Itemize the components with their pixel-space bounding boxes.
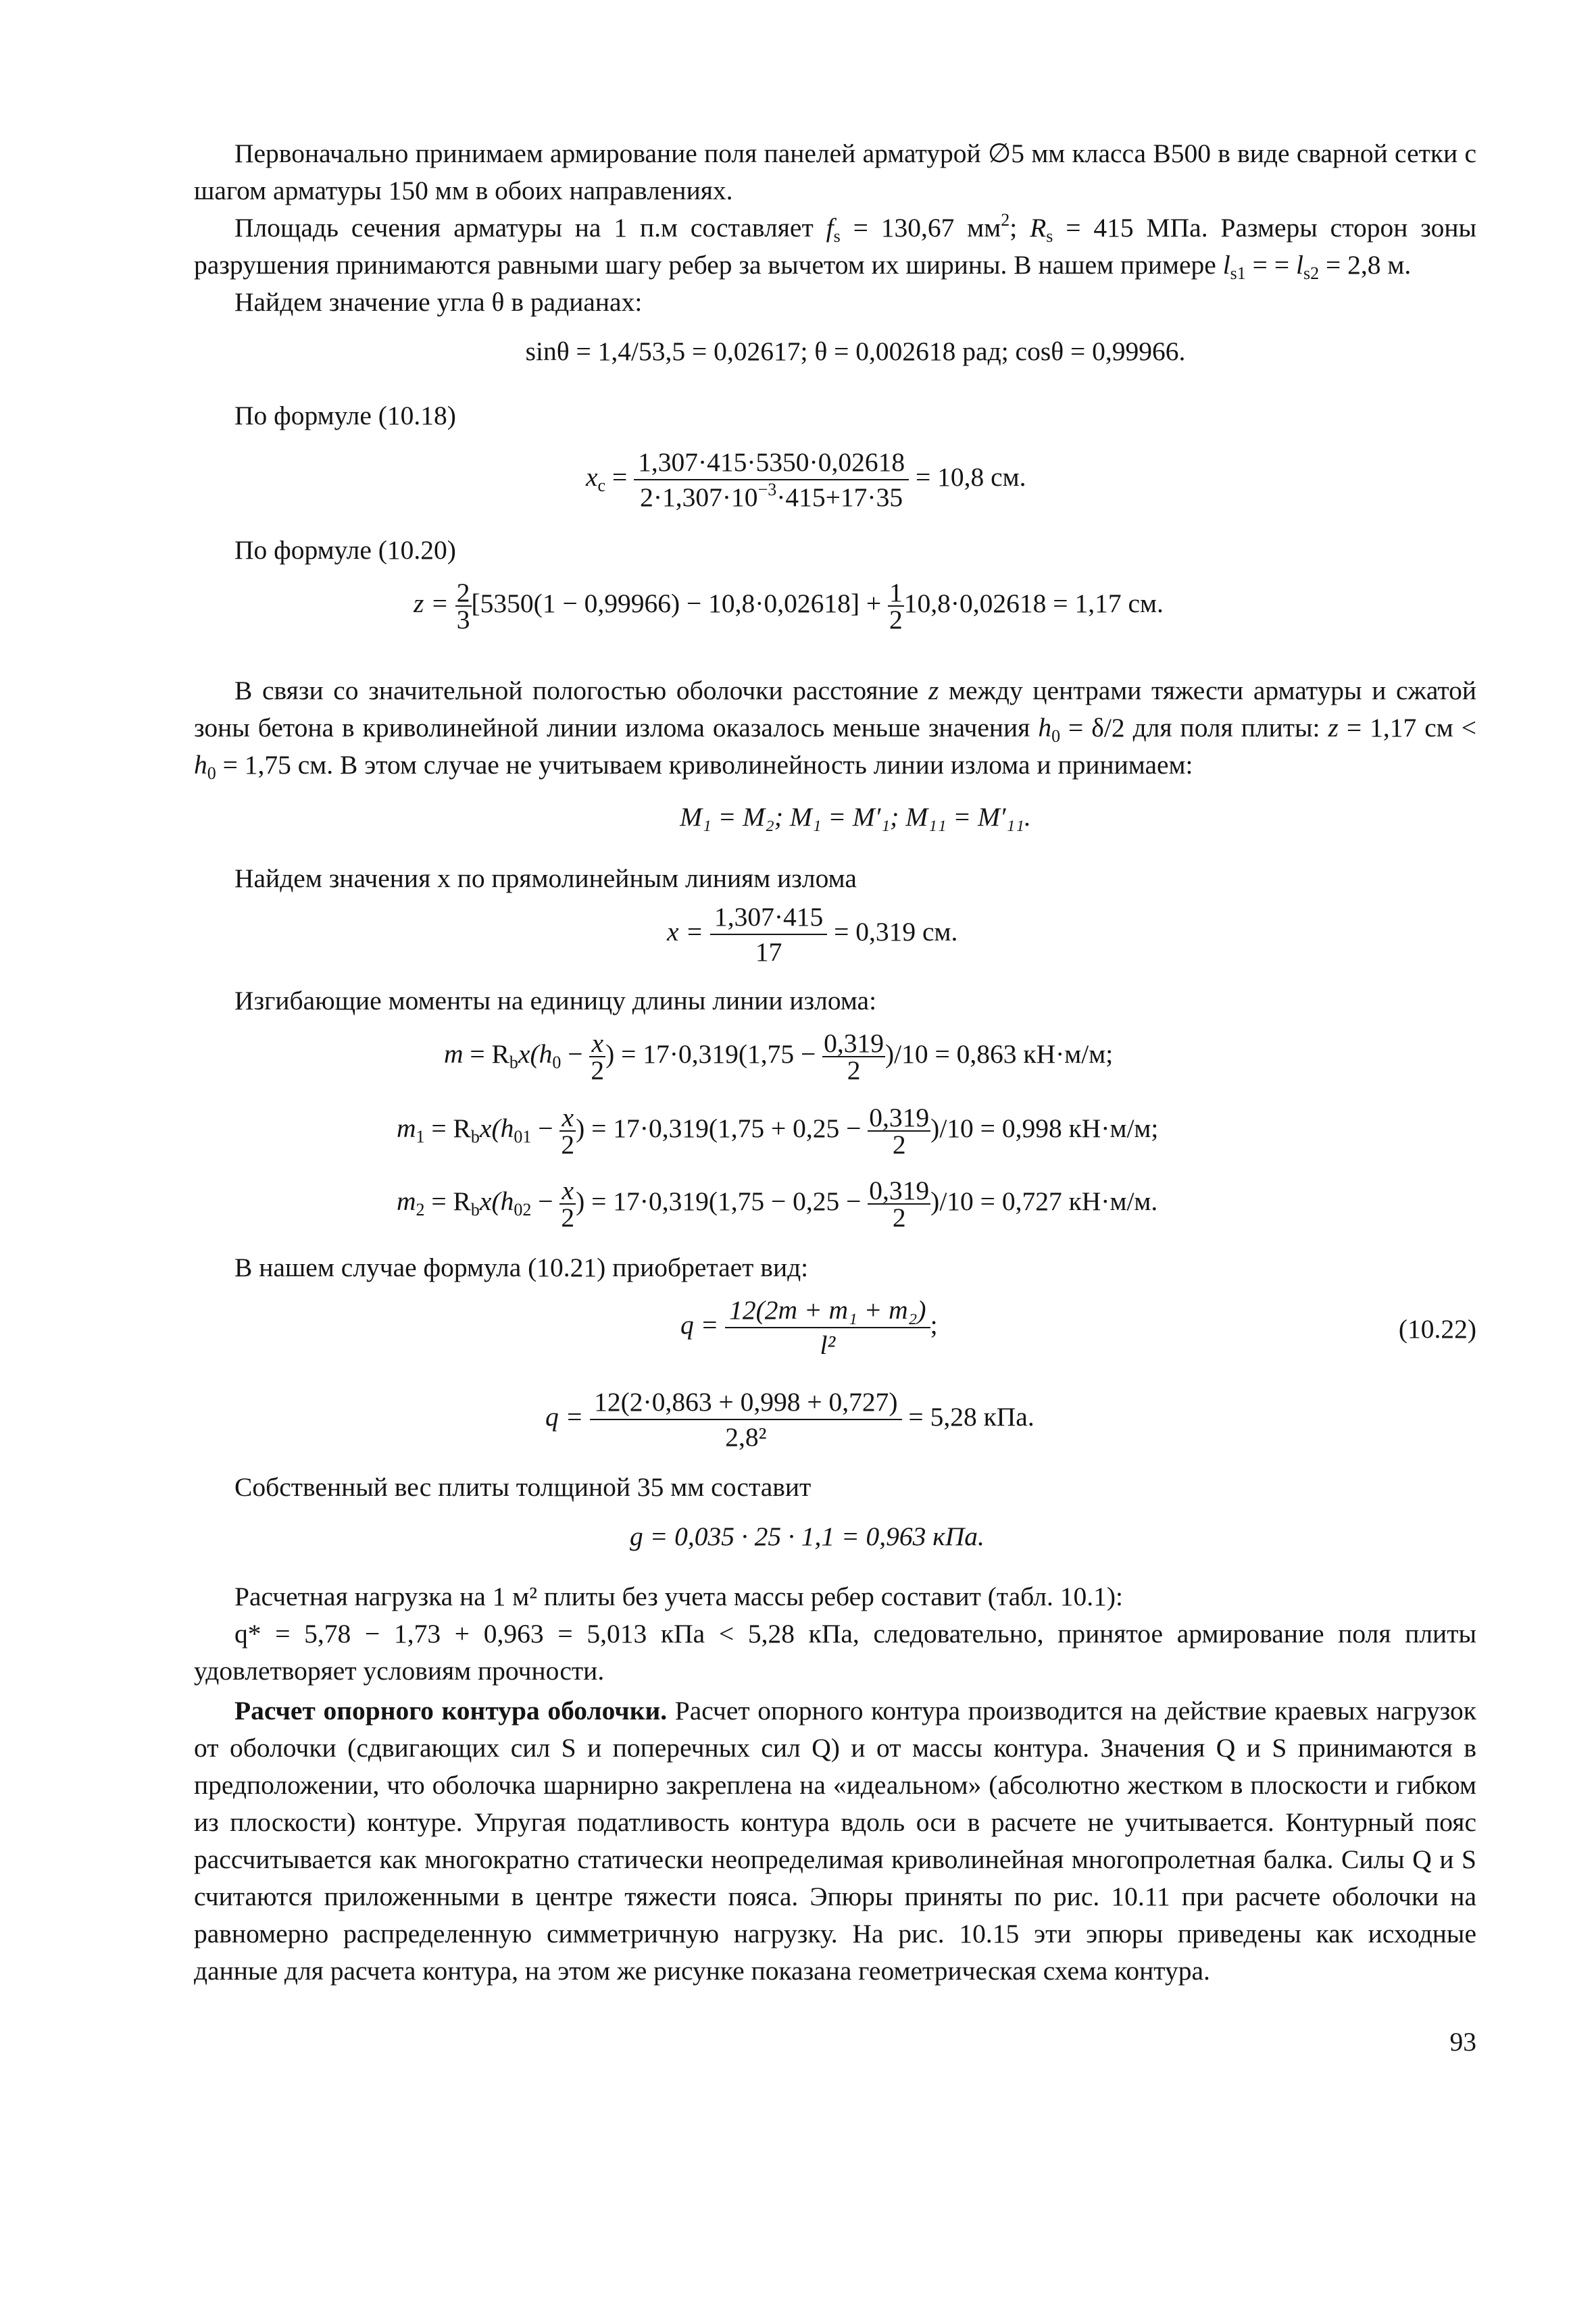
paragraph-find-x: Найдем значения x по прямолинейным линиям излома <box>234 863 857 893</box>
formula-ref-1020: По формуле (10.20) <box>234 535 456 565</box>
equation-q-value: q = $\frac{12(2\cdot 0,863 + 0,998 + 0,727)}{\text{2,8²}}$ = 5,28 кПа. <box>194 1381 1476 1467</box>
paragraph-section-area: Площадь сечения арматуры на 1 п.м составляет $f_s = 130,67$ $мм^2$; $R_s = 415$ МПа. Размеры сторон зоны разрушения принимаются равными шагу ребер за вычетом их ширины. В нашем примере $l_{s1}$ = = $l_{s2} = 2,8$ м. <box>194 210 1477 283</box>
document-page <box>194 135 1476 2061</box>
paragraph-formula-1021: В нашем случае формула (10.21) приобретает вид: <box>234 1253 809 1282</box>
page-number: 93 <box>1449 2027 1476 2057</box>
paragraph-q-star: q* = 5,78 − 1,73 + 0,963 = 5,013 кПа < 5,28 кПа, следовательно, принятое армирование поля плиты удовлетворяет условиям прочности. <box>194 1619 1476 1686</box>
equation-x: x = $\frac{1,307\cdot 415}{17}$ = 0,319 см. <box>194 897 1476 978</box>
paragraph-reinforcement: Первоначально принимаем армирование поля панелей арматурой ∅5 мм класса В500 в виде сварной сетки с шагом арматуры 150 мм в обоих направлениях. <box>194 139 1476 205</box>
section-heading: Расчет опорного контура оболочки. <box>234 1696 668 1726</box>
formula-ref-1018: По формуле (10.18) <box>234 401 456 430</box>
equation-sin: sinθ = 1,4/53,5 = 0,02617; θ = 0,002618 рад; cosθ = 0,99966. <box>525 336 1186 366</box>
paragraph-support-contour: Расчет опорного контура оболочки. Расчет опорного контура производится на действие краевых нагрузок от оболочки (сдвигающих сил S и поперечных сил Q) и от массы контура. Значения Q и S принимаются в предположении, что оболочка шарнирно закреплена на «идеальном» (абсолютно жестком в плоскости и гибком из плоскости) контуре. Упругая податливость контура вдоль оси в расчете не учитывается. Контурный пояс рассчитывается как многократно статически неопределимая криволинейная многопролетная балка. Силы Q и S считаются приложенными в центре тяжести пояса. Эпюры приняты по рис. 10.11 при расчете оболочки на равномерно распределенную симметричную нагрузку. На рис. 10.15 эти эпюры приведены как исходные данные для расчета контура, на этом же рисунке показана геометрическая схема контура. <box>194 1696 1476 1986</box>
paragraph-angle: Найдем значение угла θ в радианах: <box>234 287 643 317</box>
equation-g: g = 0,035 · 25 · 1,1 = 0,963 кПа. <box>630 1521 984 1551</box>
paragraph-self-weight: Собственный вес плиты толщиной 35 мм составит <box>234 1472 812 1502</box>
equation-xc: $x_c$ = $\frac{1,307\cdot 415\cdot 5350\cdot 0,02618}{2\cdot 1,307\cdot 10^{-3}\cdot 415+17\cdot 35}$ = 10,8 см. <box>194 438 1476 526</box>
equation-z: z = $\frac{2}{3}$ [5350(1 − 0,99966) − 10,8·0,02618] + $\frac{1}{2}$ 10,8·0,02618 = 1,17 см. <box>414 578 1164 634</box>
equation-moments-equal: M₁ = M₂; M₁ = M′₁; M₁₁ = M′₁₁. <box>680 802 1031 832</box>
equation-q-general: q = $\frac{\text{12(2m + m₁ + m₂)}}{\text{l²}}$ ; (10.22) <box>194 1290 1476 1373</box>
equation-m: $m = R_bx(h_0$ − $\frac{x}{2}$ ) = 17·0,319(1,75 − $\frac{0,319}{2}$ )/10 = 0,863 кН·м/м; <box>444 1028 1114 1085</box>
paragraph-curvature: В связи со значительной пологостью оболочки расстояние z между центрами тяжести арматуры и сжатой зоны бетона в криволинейной линии излома оказалось меньше значения $h_0 = \delta/2$ для поля плиты: z = 1,17 см < $h_0 = 1,75$ см. В этом случае не учитываем криволинейность линии излома и принимаем: <box>194 676 1476 783</box>
page-footer <box>194 2023 1476 2061</box>
paragraph-bending-moments: Изгибающие моменты на единицу длины линии излома: <box>234 986 877 1015</box>
fraction-xc: $\frac{1,307\cdot 415\cdot 5350\cdot 0,02618}{2\cdot 1,307\cdot 10^{-3}\cdot 415+17\cdot 35}$ <box>634 445 909 514</box>
paragraph-design-load: Расчетная нагрузка на 1 м² плиты без учета массы ребер составит (табл. 10.1): <box>234 1582 1123 1611</box>
equation-number: (10.22) <box>1398 1314 1476 1344</box>
equation-m1: $m_1 = R_bx(h_{01}$ − $\frac{x}{2}$ ) = 17·0,319(1,75 + 0,25 − $\frac{0,319}{2}$ )/10 = 0,998 кН·м/м; <box>397 1103 1159 1159</box>
equation-m2: $m_2 = R_bx(h_{02}$ − $\frac{x}{2}$ ) = 17·0,319(1,75 − 0,25 − $\frac{0,319}{2}$ )/10 = 0,727 кН·м/м. <box>397 1176 1158 1232</box>
